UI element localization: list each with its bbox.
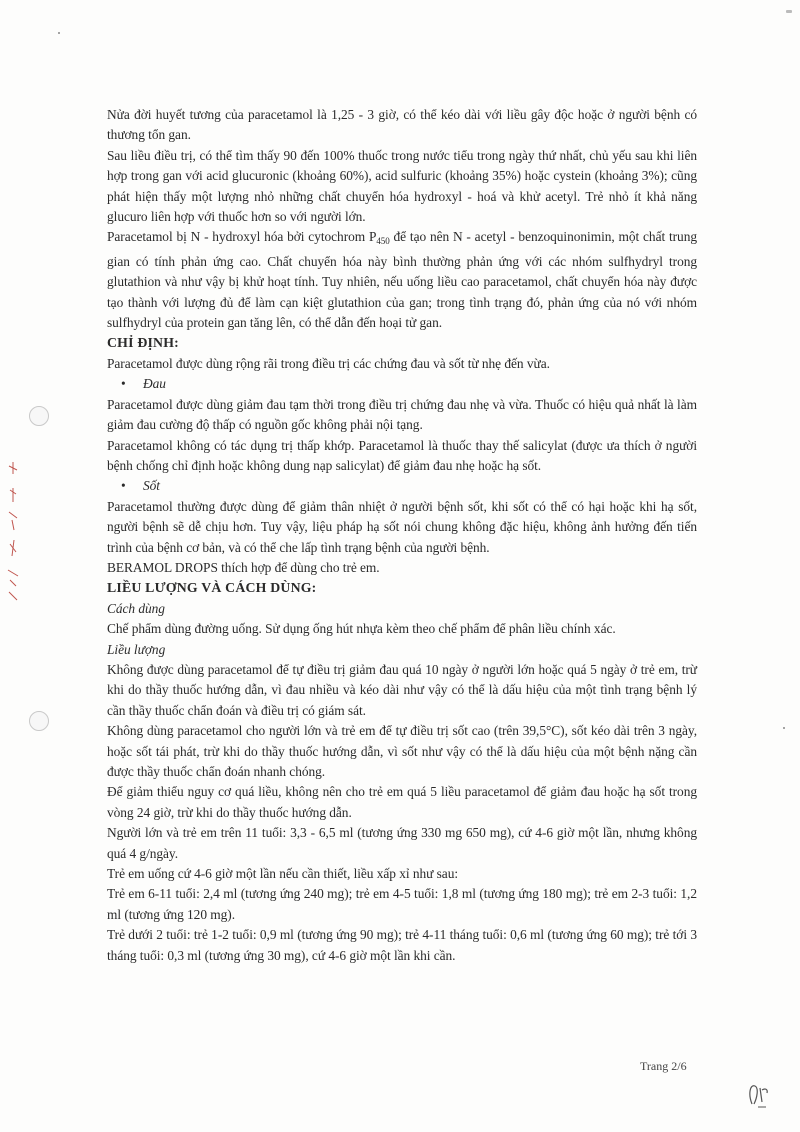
document-body (107, 105, 697, 966)
paragraph-dau-1: Paracetamol được dùng giảm đau tạm thời trong điều trị chứng đau nhẹ và vừa. Thuốc có hiệu quả nhất là làm giảm đau cường độ thấp có nguồn gốc không phải nội tạng. (107, 396, 697, 433)
scan-speck (58, 32, 60, 34)
bullet-sot: • Sốt (107, 476, 697, 496)
scan-speck (783, 727, 785, 729)
subheading-lieu-luong: Liều lượng (107, 641, 166, 657)
scan-speck (786, 10, 792, 13)
heading-lieu-luong: LIỀU LƯỢNG VÀ CÁCH DÙNG: (107, 580, 317, 596)
paragraph-lieu-luong-3: Để giảm thiểu nguy cơ quá liều, không nên cho trẻ em quá 5 liều paracetamol để giảm đau hoặc hạ sốt trong vòng 24 giờ, trừ khi do thầy thuốc hướng dẫn. (107, 784, 697, 820)
paragraph-cach-dung: Chế phẩm dùng đường uống. Sử dụng ống hút nhựa kèm theo chế phẩm để phân liều chính xác. (107, 621, 616, 637)
heading-chi-dinh: CHỈ ĐỊNH: (107, 335, 179, 351)
margin-annotation (4, 460, 22, 610)
binder-hole-bottom (29, 711, 49, 731)
bullet-icon: • (121, 478, 126, 494)
binder-hole-top (29, 406, 49, 426)
paragraph-lieu-luong-1: Không được dùng paracetamol để tự điều trị giảm đau quá 10 ngày ở người lớn hoặc quá 5 ngày ở trẻ em, trừ khi do thầy thuốc hướng dẫn, vì đau nhiều và kéo dài như vậy có thể là dấu hiệu của một tình trạng bệnh lý cần thầy thuốc chẩn đoán và điều trị có giám sát. (107, 661, 697, 718)
subscript-450: 450 (376, 236, 390, 247)
page-number: Trang 2/6 (640, 1059, 687, 1073)
bullet-icon: • (121, 376, 126, 392)
paragraph-beramol: BERAMOL DROPS thích hợp để dùng cho trẻ em. (107, 559, 380, 575)
paragraph-lieu-luong-2: Không dùng paracetamol cho người lớn và trẻ em để tự điều trị sốt cao (trên 39,5°C), sốt kéo dài trên 3 ngày, hoặc sốt tái phát, trừ khi do thầy thuốc hướng dẫn, vì sốt như vậy có thể là dấu hiệu của một bệnh nặng cần được thầy thuốc chẩn đoán nhanh chóng. (107, 723, 697, 779)
bullet-dau: • Đau (107, 374, 697, 394)
paragraph-lieu-luong-4: Người lớn và trẻ em trên 11 tuổi: 3,3 - 6,5 ml (tương ứng 330 mg 650 mg), cứ 4-6 giờ một lần, nhưng không quá 4 g/ngày. (107, 825, 697, 861)
paragraph-lieu-luong-6: Trẻ em 6-11 tuổi: 2,4 ml (tương ứng 240 mg); trẻ em 4-5 tuổi: 1,8 ml (tương ứng 180 mg); trẻ em 2-3 tuổi: 1,2 ml (tương ứng 120 mg). (107, 886, 697, 922)
paragraph-chi-dinh-intro: Paracetamol được dùng rộng rãi trong điều trị các chứng đau và sốt từ nhẹ đến vừa. (107, 355, 550, 371)
paragraph-dau-2: Paracetamol không có tác dụng trị thấp khớp. Paracetamol là thuốc thay thế salicylat (được ưa thích ở người bệnh chống chỉ định hoặc không dung nạp salicylat) để giảm đau nhẹ hoặc hạ sốt. (107, 437, 697, 473)
paragraph-lieu-luong-5: Trẻ em uống cứ 4-6 giờ một lần nếu cần thiết, liều xấp xỉ như sau: (107, 866, 459, 882)
paragraph-half-life: Nửa đời huyết tương của paracetamol là 1,25 - 3 giờ, có thể kéo dài với liều gây độc hoặc ở người bệnh có thương tổn gan. (107, 107, 697, 143)
paragraph-metabolism: Paracetamol bị N - hydroxyl hóa bởi cytochrom $P_{450}$ để tạo nên N - acetyl - benzoquinonimin, một chất trung gian có tính phản ứng cao. Chất chuyển hóa này bình thường phản ứng với các nhóm sulfhydryl trong glutathion và như vậy bị khử hoạt tính. Tuy nhiên, nếu uống liều cao paracetamol, chất chuyển hóa này được tạo thành với lượng đủ để làm cạn kiệt glutathion của gan; trong tình trạng đó, phản ứng của nó với nhóm sulfhydryl của protein gan tăng lên, có thể dẫn đến hoại tử gan. (107, 229, 697, 331)
paragraph-excretion: Sau liều điều trị, có thể tìm thấy 90 đến 100% thuốc trong nước tiểu trong ngày thứ nhất, chủ yếu sau khi liên hợp trong gan với acid glucuronic (khoảng 60%), acid sulfuric (khoảng 35%) hoặc cystein (khoảng 3%); cũng phát hiện thấy một lượng nhỏ những chất chuyển hóa hydroxyl - hoá và khử acetyl. Trẻ nhỏ ít khả năng glucuro liên hợp với thuốc hơn so với người lớn. (107, 147, 697, 225)
paragraph-lieu-luong-7: Trẻ dưới 2 tuổi: trẻ 1-2 tuổi: 0,9 ml (tương ứng 90 mg); trẻ 4-11 tháng tuổi: 0,6 ml (tương ứng 60 mg); trẻ tới 3 tháng tuổi: 0,3 ml (tương ứng 30 mg), cứ 4-6 giờ một lần khi cần. (107, 927, 697, 963)
handwritten-initials (746, 1080, 776, 1110)
paragraph-sot: Paracetamol thường được dùng để giảm thân nhiệt ở người bệnh sốt, khi sốt có thể có hại hoặc khi hạ sốt, người bệnh sẽ dễ chịu hơn. Tuy vậy, liệu pháp hạ sốt nói chung không đặc hiệu, không ảnh hưởng đến tiến trình của bệnh cơ bản, và có thể che lấp tình trạng bệnh của người bệnh. (107, 498, 697, 555)
subheading-cach-dung: Cách dùng (107, 600, 165, 616)
